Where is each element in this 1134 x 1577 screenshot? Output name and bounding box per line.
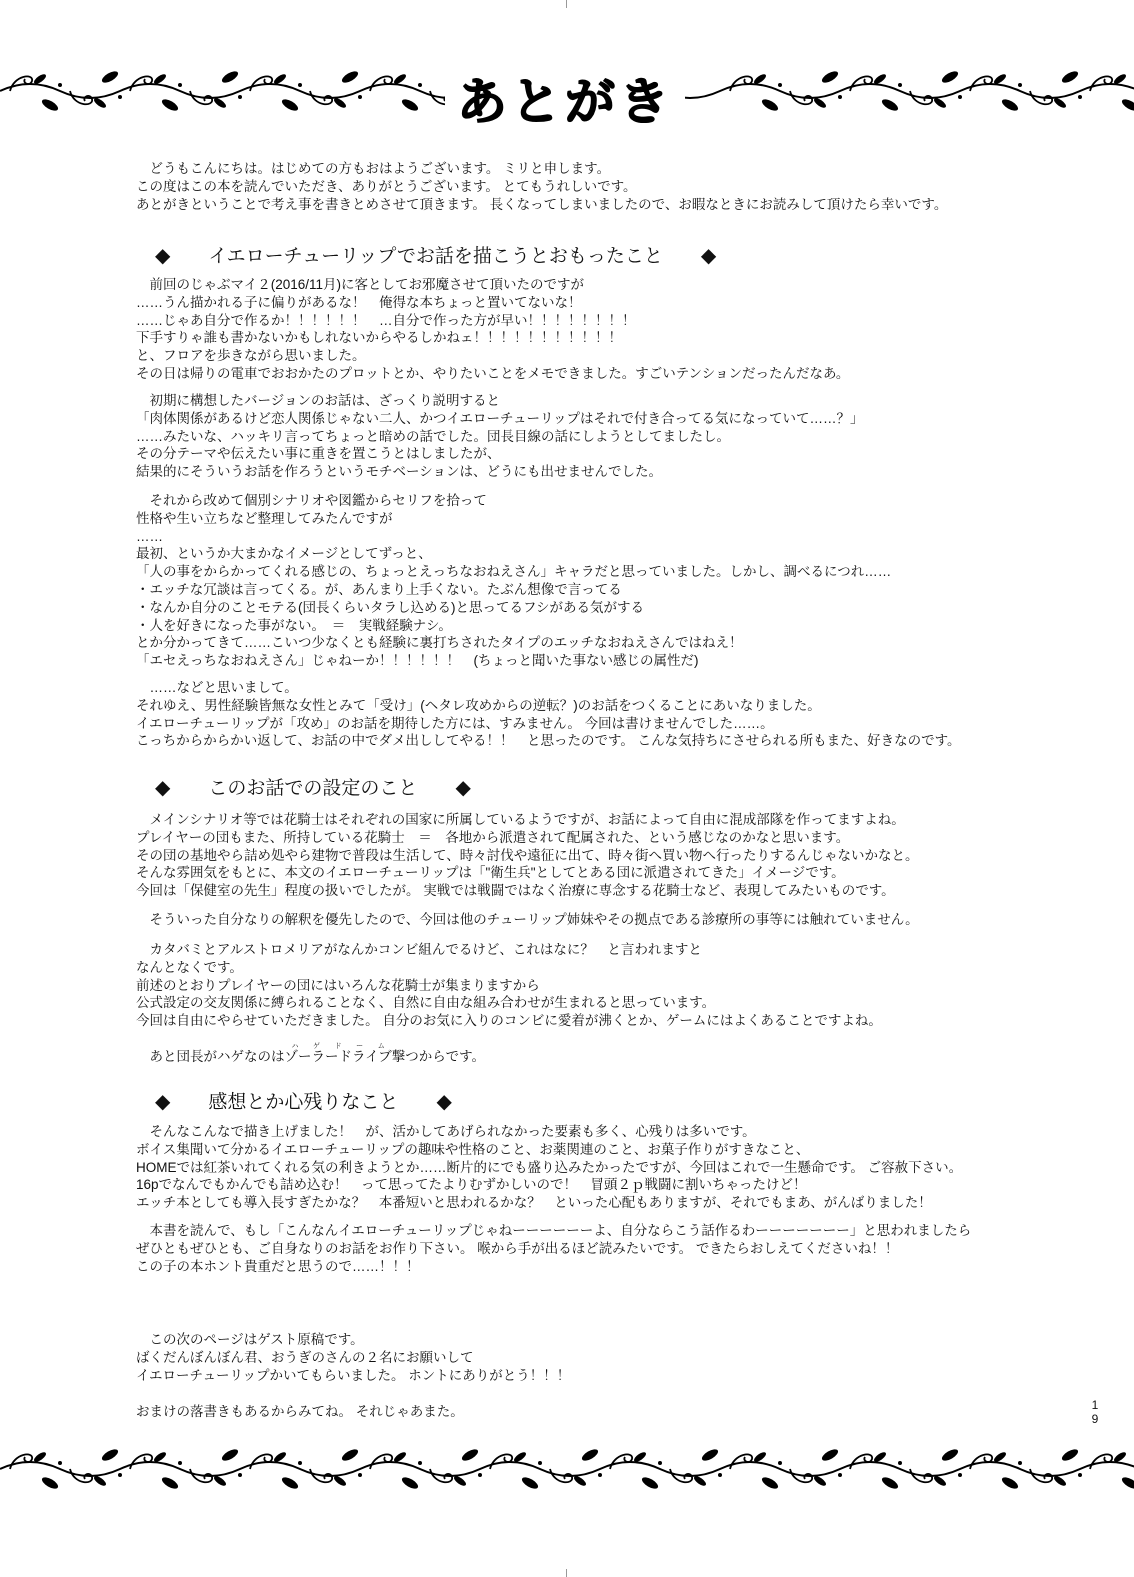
text-line: 本書を読んで、もし「こんなんイエローチューリップじゃねーーーーーーよ、自分ならこう話作るわーーーーーーー」と思われましたら	[136, 1223, 972, 1238]
text-line: エッチ本としても導入長すぎたかな？ 本番短いと思われるかな？ といった心配もありますが、それでもまあ、がんばりました！	[136, 1195, 932, 1211]
text-line: なんとなくです。	[136, 959, 243, 975]
paragraph	[136, 1403, 464, 1421]
text-line: プレイヤーの団もまた、所持している花騎士 ＝ 各地から派遣されて配属された、という感じなのかなと思います。	[136, 829, 850, 845]
text-line: その分テーマや伝えたい事に重きを置こうとはしましたが、	[136, 446, 501, 462]
text-line: この子の本ホント貴重だと思うので……！！！	[136, 1258, 420, 1274]
text-line: 前述のとおりプレイヤーの団にはいろんな花騎士が集まりますから	[136, 977, 540, 993]
diamond-icon: ◆	[155, 245, 171, 267]
section-heading-text: このお話での設定のこと	[208, 778, 418, 799]
floral-vine-border-bottom	[0, 1433, 1134, 1503]
text-line: イエローチューリップが「攻め」のお話を期待した方には、すみません。 今回は書けませんでした……。	[136, 715, 774, 731]
page-number	[1090, 1398, 1100, 1426]
crop-mark	[566, 0, 567, 8]
diamond-icon: ◆	[436, 1091, 452, 1113]
text-line: その団の基地やら詰め処やら建物で普段は生活して、時々討伐や遠征に出て、時々街へ買い物へ行ったりするんじゃないかなと。	[136, 847, 919, 863]
ruby-annotation: ハゲドーム	[284, 1043, 392, 1050]
section-heading	[155, 773, 471, 800]
text-line: 公式設定の交友関係に縛られることなく、自然に自由な組み合わせが生まれると思っています。	[136, 995, 716, 1011]
text-line: あとがきということで考え事を書きとめさせて頂きます。 長くなってしまいましたので、お暇なときにお読みして頂けたら幸いです。	[136, 196, 948, 212]
text-line: カタバミとアルストロメリアがなんかコンビ組んでるけど、これはなに？ と言われますと	[136, 942, 702, 957]
paragraph	[136, 941, 882, 1030]
paragraph	[136, 811, 918, 900]
page-title: あとがき	[457, 74, 673, 130]
text-line: ボイス集聞いて分かるイエローチューリップの趣味や性格のこと、お薬関連のこと、お菓子作りがすきなこと、	[136, 1141, 810, 1157]
text-line: 最初、というか大まかなイメージとしてずっと、	[136, 546, 432, 562]
text-line: 今回は「保健室の先生」程度の扱いでしたが。 実戦では戦闘ではなく治療に専念する花騎士など、表現してみたいものです。	[136, 883, 895, 899]
title-container	[445, 62, 685, 134]
diamond-icon: ◆	[455, 777, 471, 799]
paragraph	[136, 1222, 971, 1275]
text-line: ・なんか自分のことモテる(団長くらいタラし込める)と思ってるフシがある気がする	[136, 599, 644, 615]
text-line: ばくだんぼんぼん君、おうぎのさんの２名にお願いして	[136, 1349, 474, 1365]
diamond-icon: ◆	[700, 245, 717, 267]
paragraph	[136, 911, 919, 929]
text-line: 下手すりゃ誰も書かないかもしれないからやるしかねェ！！！！！！！！！！！	[136, 330, 622, 346]
text-line: その日は帰りの電車でおおかたのプロットとか、やりたいことをメモできました。すごいテンションだったんだなあ。	[136, 365, 850, 381]
text-line: ……みたいな、ハッキリ言ってちょっと暗めの話でした。団長目線の話にしようとしてましたし。	[136, 428, 730, 444]
text-line: この次のページはゲスト原稿です。	[136, 1332, 364, 1347]
text-line: 「人の事をからかってくれる感じの、ちょっとえっちなおねえさん」キャラだと思っていました。しかし、調べるにつれ……	[136, 564, 892, 580]
text-line: ……	[136, 528, 163, 544]
section-heading	[155, 1087, 452, 1114]
crop-mark	[566, 1569, 567, 1577]
section-heading	[155, 241, 716, 268]
text-line: HOMEでは紅茶いれてくれる気の利きようとか……断片的にでも盛り込みたかったですが、今回はこれで一生懸命です。 ご容赦下さい。	[136, 1159, 963, 1175]
text-line: そんなこんなで描き上げました！ が、活かしてあげられなかった要素も多く、心残りは多いです。	[136, 1124, 756, 1139]
text-line: ぜひともぜひとも、ご自身なりのお話をお作り下さい。 喉から手が出るほど読みたいです。 できたらおしえてくださいね！！	[136, 1240, 899, 1256]
text-line: どうもこんにちは。はじめての方もおはようございます。 ミリと申します。	[136, 161, 611, 176]
diamond-icon: ◆	[155, 1091, 171, 1113]
text-line: 性格や生い立ちなど整理してみたんですが	[136, 510, 393, 526]
text-line: ……うん描かれる子に偏りがあるな！ 俺得な本ちょっと置いてないな！	[136, 294, 582, 310]
text-line: それゆえ、男性経験皆無な女性とみて「受け」(ヘタレ攻めからの逆転？)のお話をつくることにあいなりました。	[136, 697, 821, 713]
text-line: こっちからからかい返して、お話の中でダメ出ししてやる！！ と思ったのです。 こんな気持ちにさせられる所もまた、好きなのです。	[136, 733, 961, 749]
text-line: ・人を好きになった事がない。 ＝ 実戦経験ナシ。	[136, 617, 452, 633]
text-line: 結果的にそういうお話を作ろうというモチベーションは、どうにも出せませんでした。	[136, 464, 662, 480]
text-line: 初期に構想したバージョンのお話は、ざっくり説明すると	[136, 393, 500, 408]
text-segment: あと団長がハゲなのは	[136, 1049, 285, 1064]
text-line: とか分かってきて……こいつ少なくとも経験に裏打ちされたタイプのエッチなおねえさんではねえ！	[136, 635, 743, 651]
text-line: 「肉体関係があるけど恋人関係じゃない二人、かつイエローチューリップはそれで付き合ってる気になっていて……？」	[136, 410, 864, 426]
text-line: そういった自分なりの解釈を優先したので、今回は他のチューリップ姉妹やその拠点である診療所の事等には触れていません。	[136, 912, 919, 927]
paragraph	[136, 392, 864, 481]
paragraph	[136, 1331, 570, 1384]
page-number-digit: 9	[1091, 1412, 1099, 1426]
paragraph	[136, 160, 947, 213]
text-line: おまけの落書きもあるからみてね。 それじゃあまた。	[136, 1404, 464, 1419]
paragraph	[136, 1043, 485, 1066]
text-line: ・エッチな冗談は言ってくる。が、あんまり上手くない。たぶん想像で言ってる	[136, 581, 622, 597]
text-line: そんな雰囲気をもとに、本文のイエローチューリップは「"衛生兵"としてとある団に派遣されてきた」イメージです。	[136, 865, 845, 881]
paragraph	[136, 492, 891, 670]
text-line: 16pでなんでもかんでも詰め込む！ って思ってたよりむずかしいので！ 冒頭２ｐ戦闘に割いちゃったけど！	[136, 1177, 807, 1193]
text-line: イエローチューリップかいてもらいました。 ホントにありがとう！！！	[136, 1367, 571, 1383]
ruby-base: ゾーラードライブ	[284, 1049, 392, 1064]
text-line: 前回のじゃぶマイ２(2016/11月)に客としてお邪魔させて頂いたのですが	[136, 277, 585, 292]
paragraph	[136, 276, 849, 383]
text-segment: 撃つからです。	[391, 1049, 485, 1064]
text-line: と、フロアを歩きながら思いました。	[136, 348, 366, 364]
section-heading-text: 感想とか心残りなこと	[208, 1092, 399, 1113]
page-number-digit: 1	[1091, 1398, 1099, 1412]
diamond-icon: ◆	[155, 777, 171, 799]
paragraph	[136, 679, 961, 750]
text-line: 「エセえっちなおねえさん」じゃねーか！！！！！！ (ちょっと聞いた事ない感じの属性だ)	[136, 653, 699, 669]
text-line: この度はこの本を読んでいただき、ありがとうございます。 とてもうれしいです。	[136, 178, 637, 194]
text-line: メインシナリオ等では花騎士はそれぞれの国家に所属しているようですが、お話によって自由に混成部隊を作ってますよね。	[136, 812, 905, 827]
paragraph	[136, 1123, 962, 1212]
text-line: ……などと思いまして。	[136, 680, 298, 695]
text-line: それから改めて個別シナリオや図鑑からセリフを拾って	[136, 493, 487, 508]
ruby-text	[284, 1043, 392, 1064]
section-heading-text: イエローチューリップでお話を描こうとおもったこと	[208, 246, 663, 267]
text-line: 今回は自由にやらせていただきました。 自分のお気に入りのコンビに愛着が沸くとか、ゲームにはよくあることですよね。	[136, 1013, 882, 1029]
text-line: ……じゃあ自分で作るか！！！！！！ …自分で作った方が早い！！！！！！！！	[136, 312, 636, 328]
